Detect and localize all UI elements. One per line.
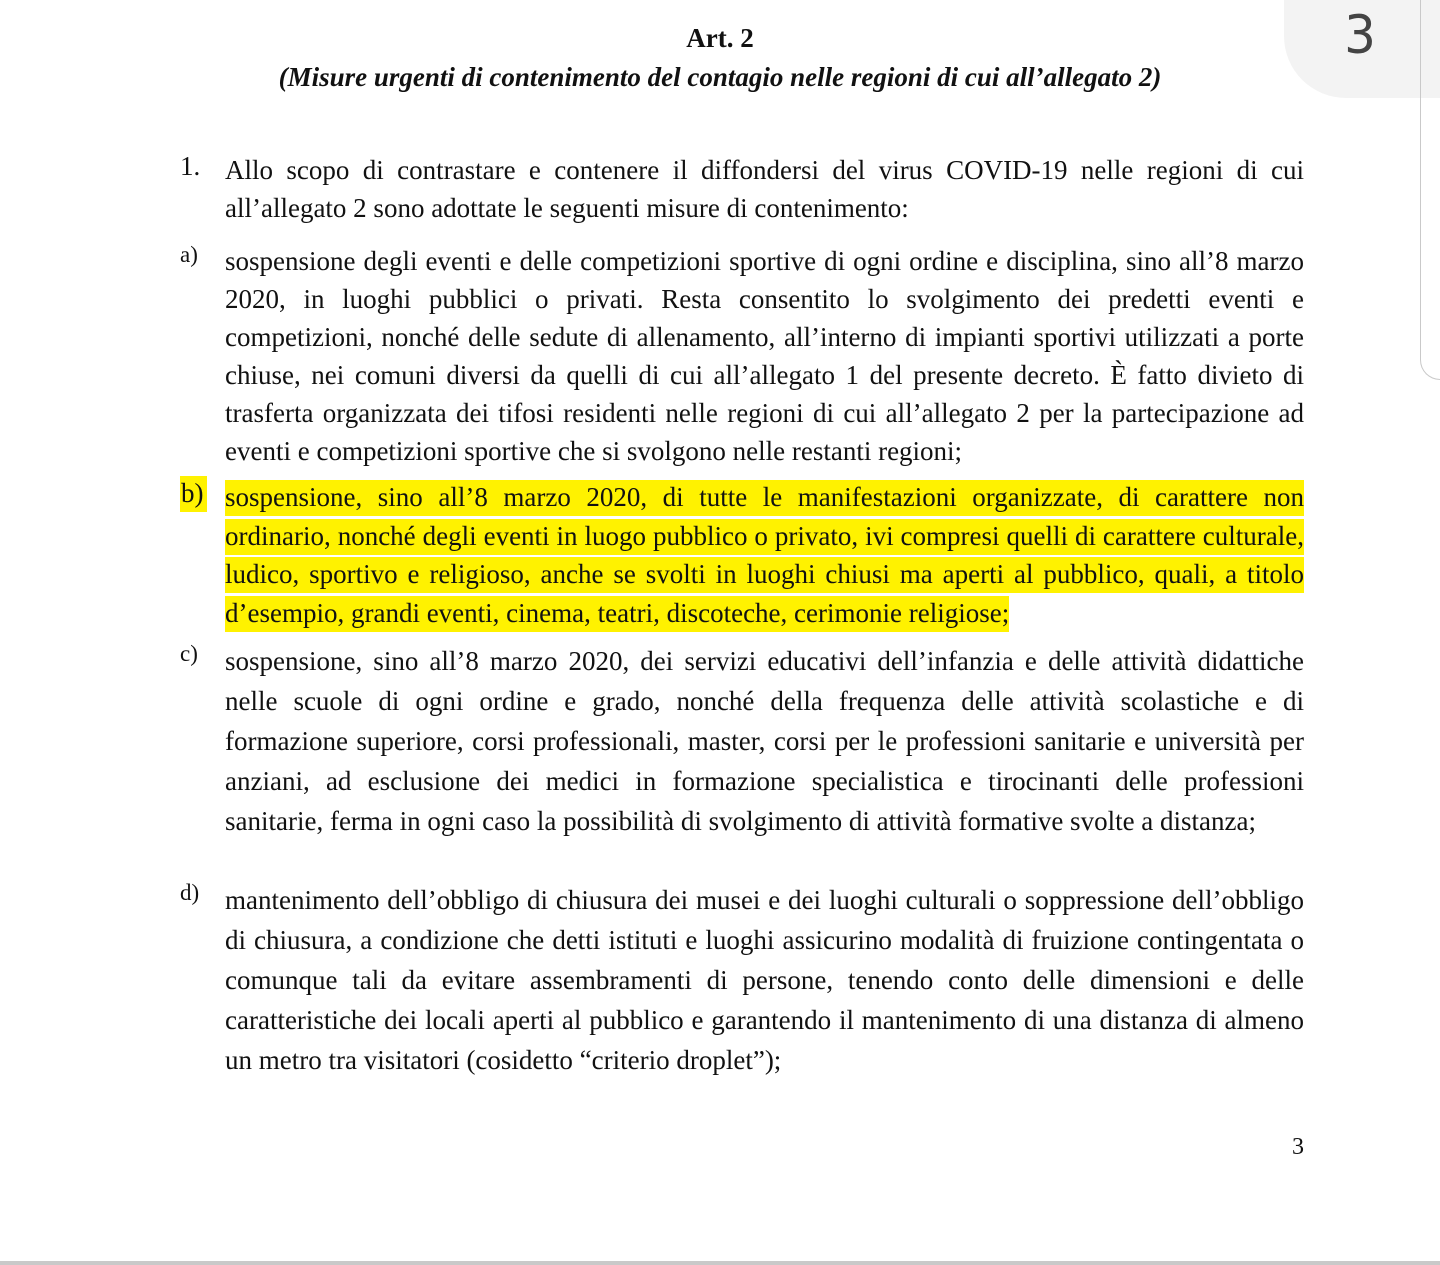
page-edge-outline [1420, 0, 1440, 380]
paragraph-marker: 1. [180, 151, 201, 181]
list-item-a [180, 242, 1304, 470]
paragraph-text: Allo scopo di contrastare e contenere il diffondersi del virus COVID-19 nelle regioni di cui all’allegato 2 sono adottate le seguenti misure di contenimento: [225, 155, 1304, 223]
list-item-text [225, 478, 1304, 632]
list-item-marker [180, 478, 207, 509]
list-item-text: sospensione degli eventi e delle competizioni sportive di ogni ordine e disciplina, sino all’8 marzo 2020, in luoghi pubblici o privati. Resta consentito lo svolgimento dei predetti eventi e competizioni, nonché delle sedute di allenamento, all’interno di impianti sportivi utilizzati a porte chiuse, nei comuni diversi da quelli di cui all’allegato 1 del presente decreto. È fatto divieto di trasferta organizzata dei tifosi residenti nelle regioni di cui all’allegato 2 per la partecipazione ad eventi e competizioni sportive che si svolgono nelle restanti regioni; [225, 246, 1304, 466]
paragraph-1 [180, 151, 1304, 227]
list-item-d [180, 880, 1304, 1080]
list-item-text: sospensione, sino all’8 marzo 2020, dei servizi educativi dell’infanzia e delle attività didattiche nelle scuole di ogni ordine e grado, nonché della frequenza delle attività scolastiche e di formazione superiore, corsi professionali, master, corsi per le professioni sanitarie e università per anziani, ad esclusione dei medici in formazione specialistica e tirocinanti delle professioni sanitarie, ferma in ogni caso la possibilità di svolgimento di attività formative svolte a distanza; [225, 646, 1304, 836]
list-item-b-highlighted [180, 478, 1304, 632]
article-subtitle: (Misure urgenti di contenimento del contagio nelle regioni di cui all’allegato 2) [278, 62, 1162, 92]
page-bottom-divider [0, 1261, 1440, 1265]
highlighted-marker: b) [180, 476, 207, 512]
list-item-marker: d) [180, 880, 200, 905]
list-item-marker: a) [180, 242, 198, 267]
article-title: Art. 2 [686, 23, 754, 53]
handwritten-page-label: 3 [1344, 4, 1376, 66]
page-number: 3 [1292, 1134, 1304, 1160]
list-item-c [180, 641, 1304, 841]
list-item-marker: c) [180, 641, 198, 666]
highlighted-text: sospensione, sino all’8 marzo 2020, di tutte le manifestazioni organizzate, di carattere non ordinario, nonché degli eventi in luogo pubblico o privato, ivi compresi quelli di carattere culturale, ludico, sportivo e religioso, anche se svolti in luoghi chiusi ma aperti al pubblico, quali, a titolo d’esempio, grandi eventi, cinema, teatri, discoteche, cerimonie religiose; [225, 480, 1304, 632]
list-item-text: mantenimento dell’obbligo di chiusura dei musei e dei luoghi culturali o soppressione dell’obbligo di chiusura, a condizione che detti istituti e luoghi assicurino modalità di fruizione contingentata o comunque tali da evitare assembramenti di persone, tenendo conto delle dimensioni e delle caratteristiche dei locali aperti al pubblico e garantendo il mantenimento di una distanza di almeno un metro tra visitatori (cosidetto “criterio droplet”); [225, 885, 1304, 1075]
